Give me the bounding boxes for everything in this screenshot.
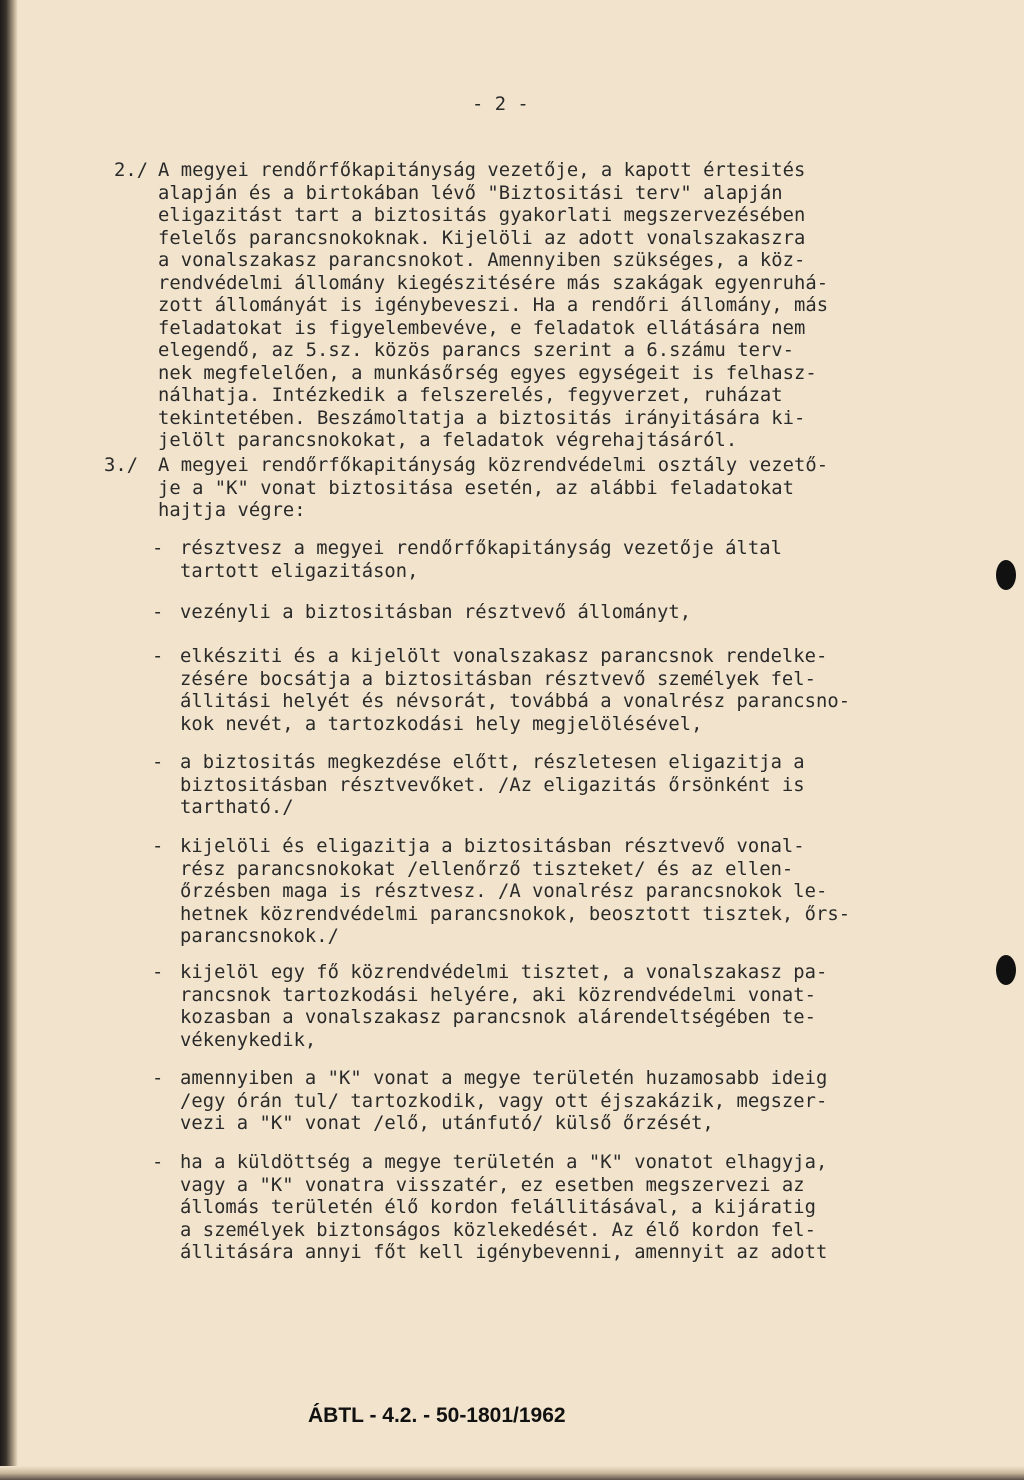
list-item [180,836,850,949]
list-item-dash: - [152,602,164,623]
list-item [180,752,805,820]
text-line: biztositásban résztvevőket. /Az eligazitás őrsönként is [180,774,805,796]
section-2-body [158,160,828,453]
text-line: jelölt parancsnokokat, a feladatok végrehajtásáról. [158,430,738,451]
text-line: amennyiben a "K" vonat a megye területén huzamosabb ideig [180,1068,828,1089]
text-line: kozasban a vonalszakasz parancsnok alárendeltségében te- [180,1007,817,1028]
list-item [180,1152,827,1265]
text-line: a vonalszakasz parancsnokot. Amennyiben szükséges, a köz- [158,250,806,271]
text-line: zott állományát is igénybeveszi. Ha a rendőri állomány, más [158,295,829,316]
list-item-dash: - [152,1152,164,1173]
list-item [180,538,782,583]
section-3-number: 3./ [104,455,139,476]
punch-hole-upper [996,560,1016,590]
punch-hole-lower [996,955,1016,985]
text-line: állitási helyét és névsorát, továbbá a vonalrész parancsno- [180,691,851,712]
text-line: hajtja végre: [158,500,306,521]
text-line: rendvédelmi állomány kiegészitésére más szakágak egyenruhá- [158,272,829,294]
list-item-dash: - [152,752,164,773]
scan-bottom-edge [0,1466,1024,1480]
text-line: A megyei rendőrfőkapitányság vezetője, a kapott értesités [158,160,806,181]
text-line: rész parancsnokokat /ellenőrző tiszteket/ és az ellen- [180,858,794,880]
text-line: vagy a "K" vonatra visszatér, ez esetben megszervezi az [180,1174,805,1196]
list-item-dash: - [152,538,164,559]
text-line: hetnek közrendvédelmi parancsnokok, beosztott tisztek, őrs- [180,903,851,925]
list-item [180,646,850,736]
text-line: zésére bocsátja a biztositásban résztvevő személyek fel- [180,668,817,690]
list-item [180,602,691,625]
list-item-dash: - [152,836,164,857]
page-number: - 2 - [472,94,529,115]
text-line: a biztositás megkezdése előtt, részletesen eligazitja a [180,752,805,773]
list-item [180,962,827,1052]
list-item-dash: - [152,646,164,667]
section-2-number: 2./ [114,160,149,181]
text-line: elegendő, az 5.sz. közös parancs szerint a 6.számu terv- [158,340,795,361]
text-line: tartott eligazitáson, [180,560,419,582]
list-item-dash: - [152,962,164,983]
text-line: tekintetében. Beszámoltatja a biztositás irányitására ki- [158,407,806,429]
text-line: A megyei rendőrfőkapitányság közrendvédelmi osztály vezető- [158,455,829,476]
text-line: felelős parancsnokoknak. Kijelöli az adott vonalszakaszra [158,227,806,249]
text-line: tartható./ [180,797,294,818]
text-line: ha a küldöttség a megye területén a "K" vonatot elhagyja, [180,1152,828,1173]
text-line: je a "K" vonat biztositása esetén, az alábbi feladatokat [158,477,795,499]
text-line: rancsnok tartozkodási helyére, aki közrendvédelmi vonat- [180,984,817,1006]
text-line: vékenykedik, [180,1029,317,1051]
text-line: alapján és a birtokában lévő "Biztositási terv" alapján [158,182,783,204]
text-line: a személyek biztonságos közlekedését. Az élő kordon fel- [180,1219,817,1241]
text-line: elkésziti és a kijelölt vonalszakasz parancsnok rendelke- [180,646,828,667]
list-item [180,1068,827,1136]
list-item-dash: - [152,1068,164,1089]
text-line: résztvesz a megyei rendőrfőkapitányság vezetője által [180,538,782,559]
text-line: kijelöl egy fő közrendvédelmi tisztet, a vonalszakasz pa- [180,962,828,983]
text-line: nálhatja. Intézkedik a felszerelés, fegyverzet, ruházat [158,385,783,406]
text-line: nek megfelelően, a munkásőrség egyes egységeit is felhasz- [158,362,817,384]
section-3-intro [158,455,828,523]
text-line: parancsnokok./ [180,926,340,947]
archive-reference: ÁBTL - 4.2. - 50-1801/1962 [308,1404,566,1427]
text-line: kok nevét, a tartozkodási hely megjelölésével, [180,713,703,735]
scan-left-edge [0,0,18,1480]
text-line: állomás területén élő kordon felállitásával, a kijáratig [180,1197,817,1218]
text-line: vezi a "K" vonat /elő, utánfutó/ külső őrzését, [180,1113,714,1134]
text-line: kijelöli és eligazitja a biztositásban résztvevő vonal- [180,836,805,857]
text-line: /egy órán tul/ tartozkodik, vagy ott éjszakázik, megszer- [180,1090,828,1112]
text-line: vezényli a biztositásban résztvevő állományt, [180,602,692,623]
text-line: őrzésben maga is résztvesz. /A vonalrész parancsnokok le- [180,881,828,902]
text-line: állitására annyi főt kell igénybevenni, amennyit az adott [180,1242,828,1263]
text-line: feladatokat is figyelembevéve, e feladatok ellátására nem [158,317,806,339]
text-line: eligazitást tart a biztositás gyakorlati megszervezésében [158,205,806,226]
